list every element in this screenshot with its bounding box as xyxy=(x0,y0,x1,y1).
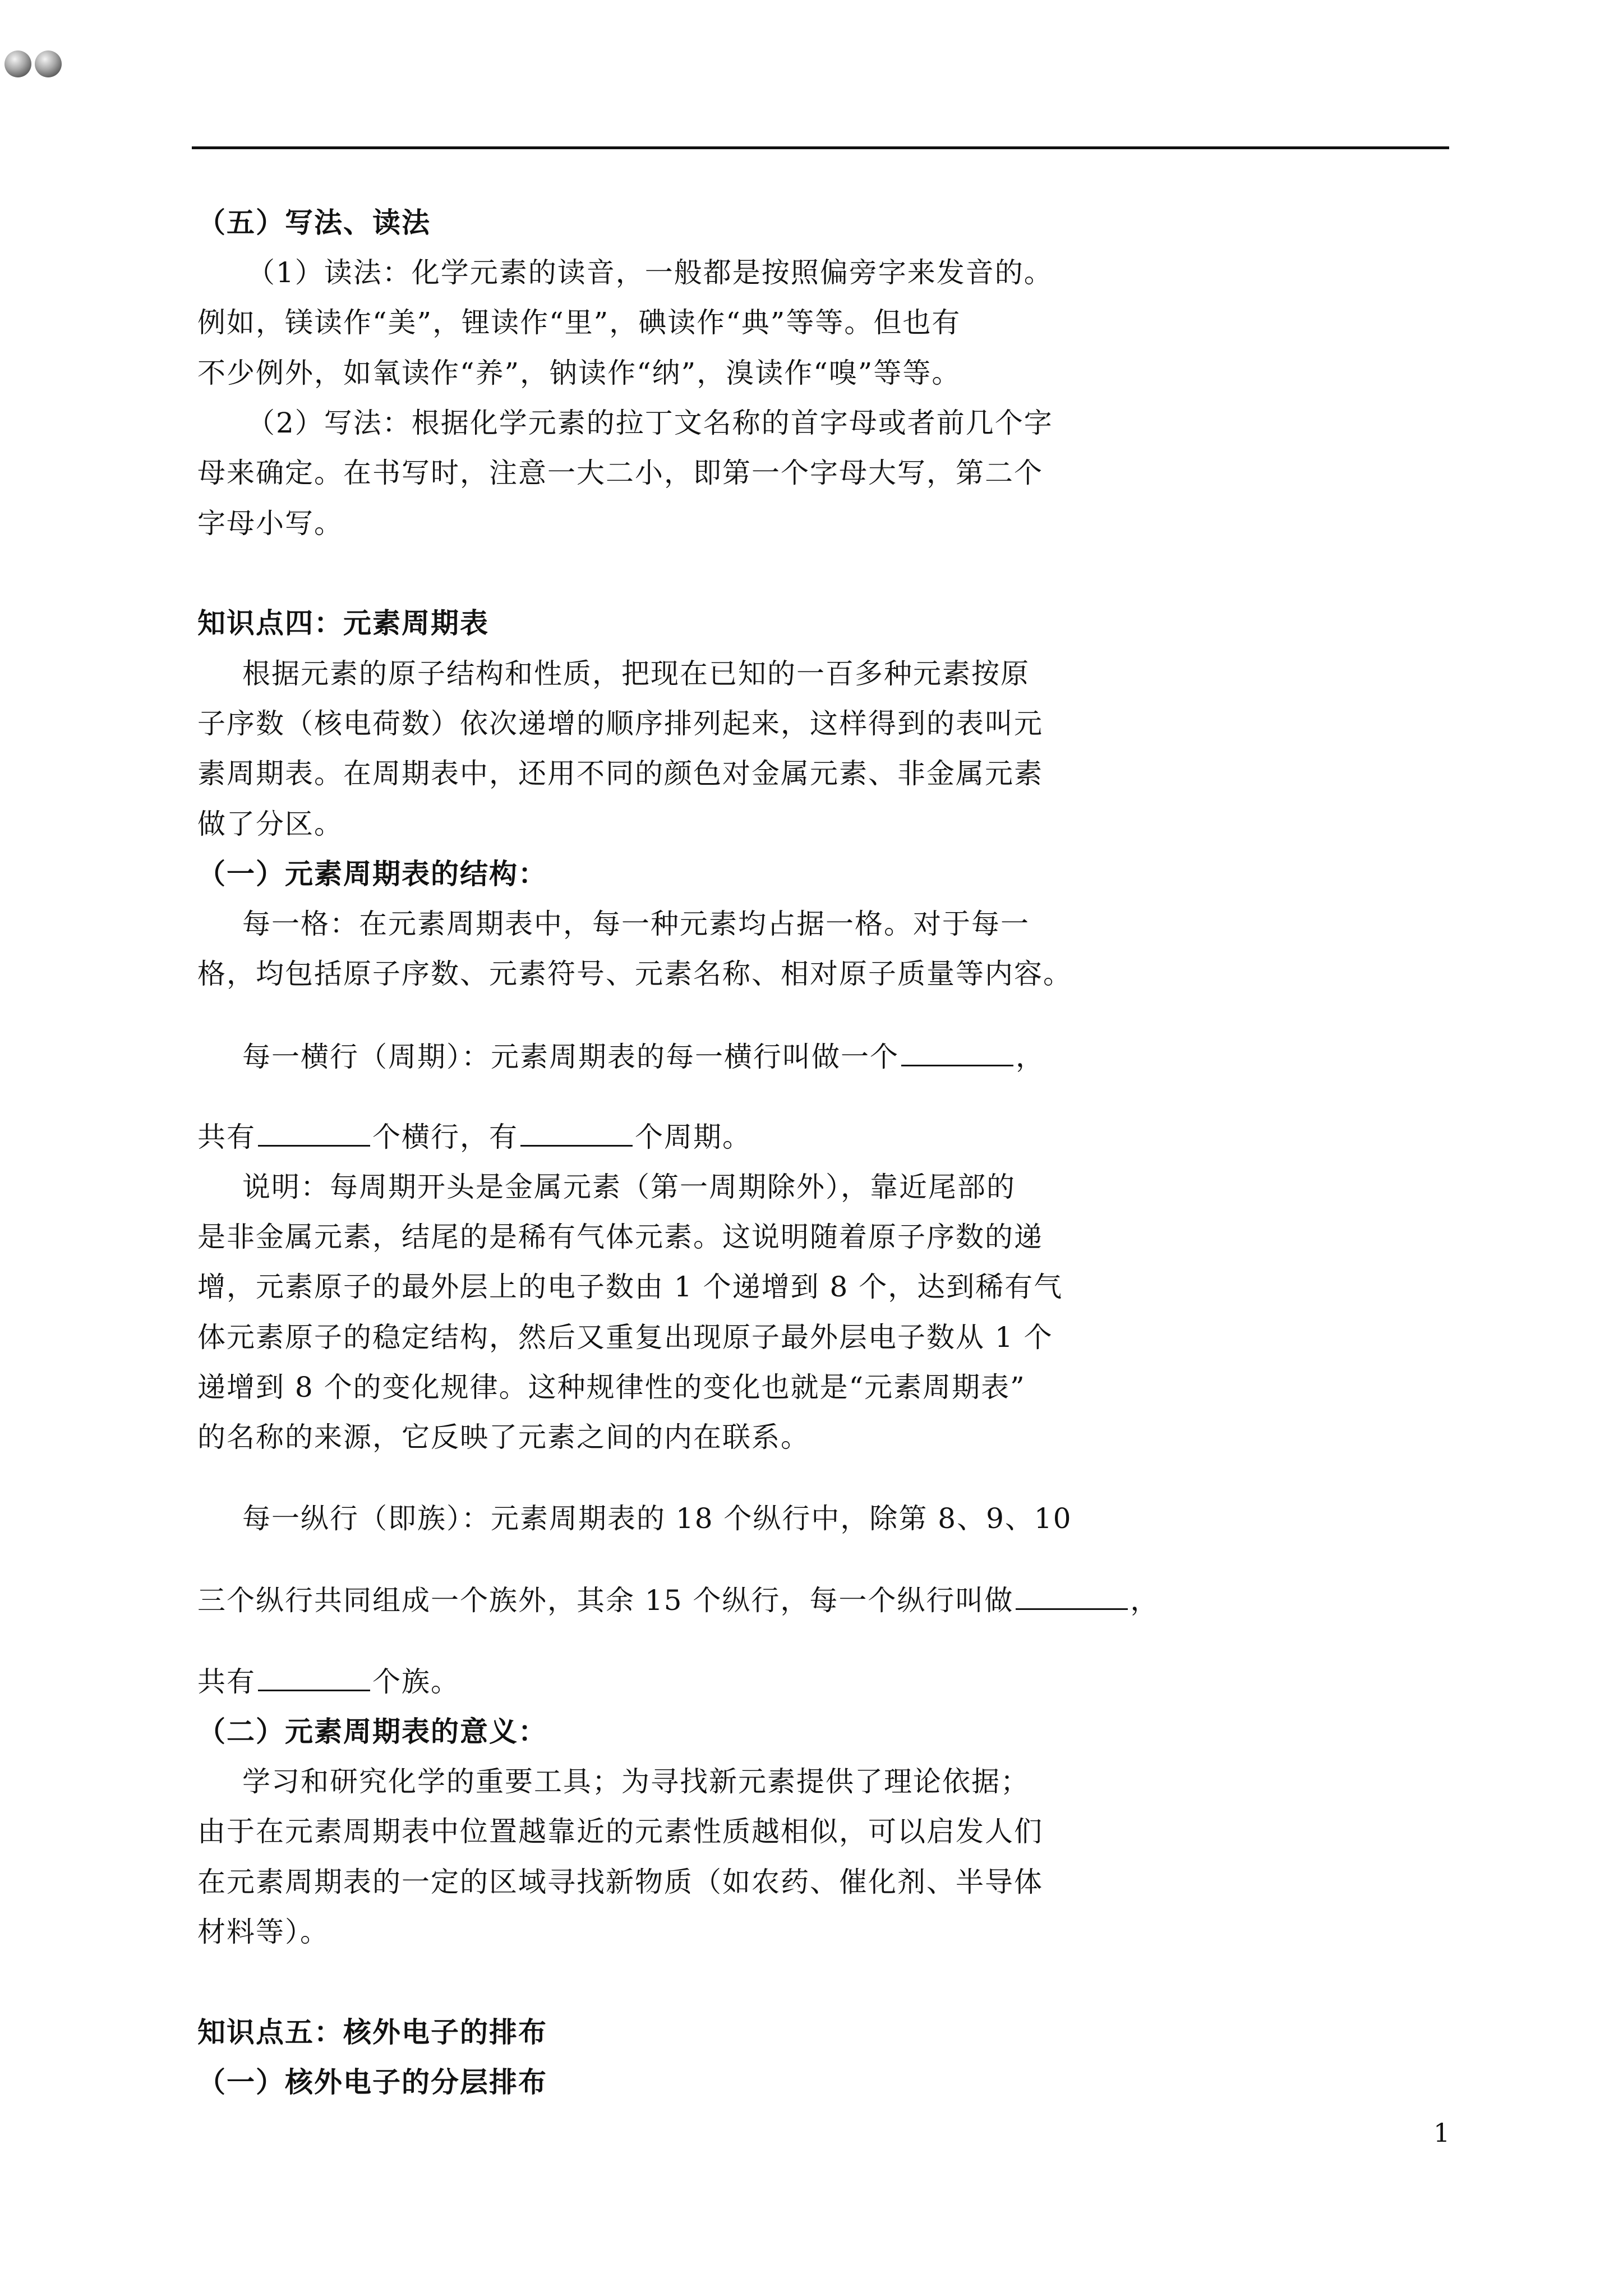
paragraph-line: （2）写法：根据化学元素的拉丁文名称的首字母或者前几个字 xyxy=(247,407,1053,439)
fill-in-text: ， xyxy=(1130,1584,1160,1617)
paragraph-line: 素周期表。在周期表中，还用不同的颜色对金属元素、非金属元素 xyxy=(197,757,1043,790)
fill-in-text: 个族。 xyxy=(372,1665,460,1698)
paragraph-line: 母来确定。在书写时，注意一大二小，即第一个字母大写，第二个 xyxy=(197,457,1043,489)
answer-blank[interactable] xyxy=(1016,1582,1128,1610)
paragraph-line: 递增到 8 个的变化规律。这种规律性的变化也就是“元素周期表” xyxy=(197,1371,1026,1404)
fill-in-text: 个横行，有 xyxy=(372,1121,518,1153)
fill-in-text: 三个纵行共同组成一个族外，其余 15 个纵行，每一个纵行叫做 xyxy=(197,1584,1014,1617)
paragraph-line: 根据元素的原子结构和性质，把现在已知的一百多种元素按原 xyxy=(242,657,1030,690)
section-heading: （一）核外电子的分层排布 xyxy=(197,2065,547,2099)
paragraph-line: 是非金属元素，结尾的是稀有气体元素。这说明随着原子序数的递 xyxy=(197,1221,1043,1253)
paragraph-line: 说明：每周期开头是金属元素（第一周期除外），靠近尾部的 xyxy=(242,1171,1016,1203)
answer-blank[interactable] xyxy=(258,1664,370,1691)
paragraph-line: 体元素原子的稳定结构，然后又重复出现原子最外层电子数从 1 个 xyxy=(197,1321,1053,1354)
fill-in-text: 共有 xyxy=(197,1665,256,1698)
fill-in-text: 共有 xyxy=(197,1121,256,1153)
paragraph-line: 字母小写。 xyxy=(197,507,343,540)
paragraph-line: 子序数（核电荷数）依次递增的顺序排列起来，这样得到的表叫元 xyxy=(197,707,1043,740)
page-number: 1 xyxy=(1433,2118,1450,2148)
paragraph-line: 学习和研究化学的重要工具；为寻找新元素提供了理论依据； xyxy=(242,1765,1030,1798)
paragraph-line: 每一纵行（即族）：元素周期表的 18 个纵行中，除第 8、9、10 xyxy=(242,1502,1072,1535)
paragraph-line: 在元素周期表的一定的区域寻找新物质（如农药、催化剂、半导体 xyxy=(197,1866,1043,1898)
header-logo-spheres xyxy=(2,49,64,79)
header-rule xyxy=(192,146,1449,149)
paragraph-line: 增，元素原子的最外层上的电子数由 1 个递增到 8 个，达到稀有气 xyxy=(197,1271,1063,1303)
answer-blank[interactable] xyxy=(258,1119,370,1147)
paragraph-line: 每一格：在元素周期表中，每一种元素均占据一格。对于每一 xyxy=(242,908,1030,940)
fill-in-line xyxy=(242,1039,1045,1074)
fill-in-line xyxy=(197,1664,460,1699)
knowledge-point-heading: 知识点五：核外电子的排布 xyxy=(197,2016,547,2049)
section-heading: （二）元素周期表的意义： xyxy=(197,1715,547,1748)
fill-in-line xyxy=(197,1119,751,1154)
paragraph-line: 的名称的来源，它反映了元素之间的内在联系。 xyxy=(197,1421,810,1453)
paragraph-line: 做了分区。 xyxy=(197,808,343,840)
paragraph-line: 由于在元素周期表中位置越靠近的元素性质越相似，可以启发人们 xyxy=(197,1815,1043,1848)
paragraph-line: 例如，镁读作“美”，锂读作“里”，碘读作“典”等等。但也有 xyxy=(197,306,961,339)
paragraph-line: （1）读法：化学元素的读音，一般都是按照偏旁字来发音的。 xyxy=(247,256,1053,289)
fill-in-line xyxy=(197,1582,1159,1618)
paragraph-line: 不少例外，如氧读作“养”，钠读作“纳”，溴读作“嗅”等等。 xyxy=(197,357,961,389)
answer-blank[interactable] xyxy=(901,1039,1013,1066)
paragraph-line: 材料等）。 xyxy=(197,1916,329,1948)
section-heading: （五）写法、读法 xyxy=(197,206,431,239)
paragraph-line: 格，均包括原子序数、元素符号、元素名称、相对原子质量等内容。 xyxy=(197,958,1072,990)
fill-in-text: 个周期。 xyxy=(635,1121,751,1153)
fill-in-text: ， xyxy=(1016,1041,1045,1073)
section-heading: （一）元素周期表的结构： xyxy=(197,857,547,890)
fill-in-text: 每一横行（周期）：元素周期表的每一横行叫做一个 xyxy=(242,1041,899,1073)
answer-blank[interactable] xyxy=(520,1119,633,1147)
knowledge-point-heading: 知识点四：元素周期表 xyxy=(197,606,489,639)
